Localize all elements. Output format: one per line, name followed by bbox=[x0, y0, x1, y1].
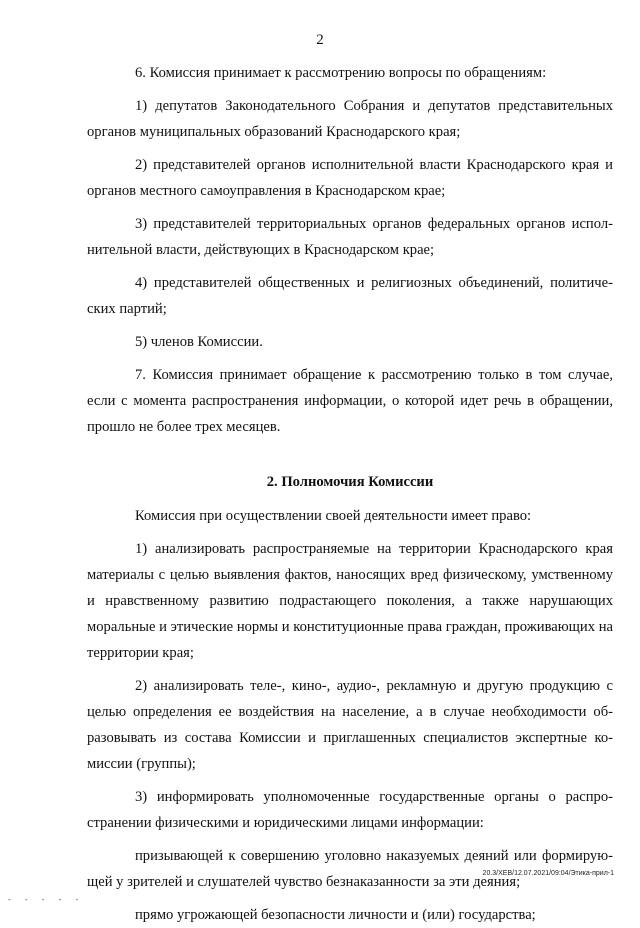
rights-intro: Комиссия при осуществлении своей деятельности имеет право: bbox=[135, 508, 532, 524]
page-number: 2 bbox=[316, 32, 324, 48]
scan-marks: - - - - - bbox=[8, 895, 85, 904]
list-item-territorial-bodies: 3) представителей территориальных органов федеральных органов исполнительной власти, действующих в Краснодарском крае; bbox=[87, 216, 613, 258]
right-item-3: 3) информировать уполномоченные государственные органы о распространении физическими и юридическими лицами информации: bbox=[87, 789, 613, 831]
list-item-commission-members: 5) членов Комиссии. bbox=[135, 334, 263, 350]
list-item-public-associations: 4) представителей общественных и религиозных объединений, политических партий; bbox=[87, 275, 613, 317]
document-body bbox=[87, 60, 613, 928]
sub-item-inciting-crimes: призывающей к совершению уголовно наказуемых деяний или формирующей у зрителей и слушателей чувство безнаказанности за эти деяния; bbox=[87, 848, 613, 890]
list-item-executive-bodies: 2) представителей органов исполнительной власти Краснодарского края и органов местного самоуправления в Краснодарском крае; bbox=[87, 157, 613, 199]
sub-item-threat-security: прямо угрожающей безопасности личности и (или) государства; bbox=[135, 907, 536, 923]
list-item-deputies: 1) депутатов Законодательного Собрания и депутатов представительных органов муниципальных образований Краснодарского края; bbox=[87, 98, 613, 140]
right-item-1: 1) анализировать распространяемые на территории Краснодарского края материалы с целью выявления фактов, наносящих вред физическому, умственному и нравственному развитию подрастающего поколения, а также нарушающих моральные и этические нормы и конституционные права граждан, проживающих на территории края; bbox=[87, 541, 613, 661]
paragraph-item-6: 6. Комиссия принимает к рассмотрению вопросы по обращениям: bbox=[135, 65, 547, 81]
section-heading: 2. Полномочия Комиссии bbox=[266, 474, 434, 490]
document-code: 20.3/ХЕВ/12.07.2021/09:04/Этика-прил-1 bbox=[482, 870, 614, 877]
paragraph-item-7: 7. Комиссия принимает обращение к рассмотрению только в том случае, если с момента распространения информации, о которой идет речь в обращении, прошло не более трех месяцев. bbox=[87, 367, 613, 435]
right-item-2: 2) анализировать теле-, кино-, аудио-, рекламную и другую продукцию с целью определения ее воздействия на население, а в случае необходимости образовывать из состава Комиссии и приглашенных специалистов экспертные комиссии (группы); bbox=[87, 678, 613, 772]
